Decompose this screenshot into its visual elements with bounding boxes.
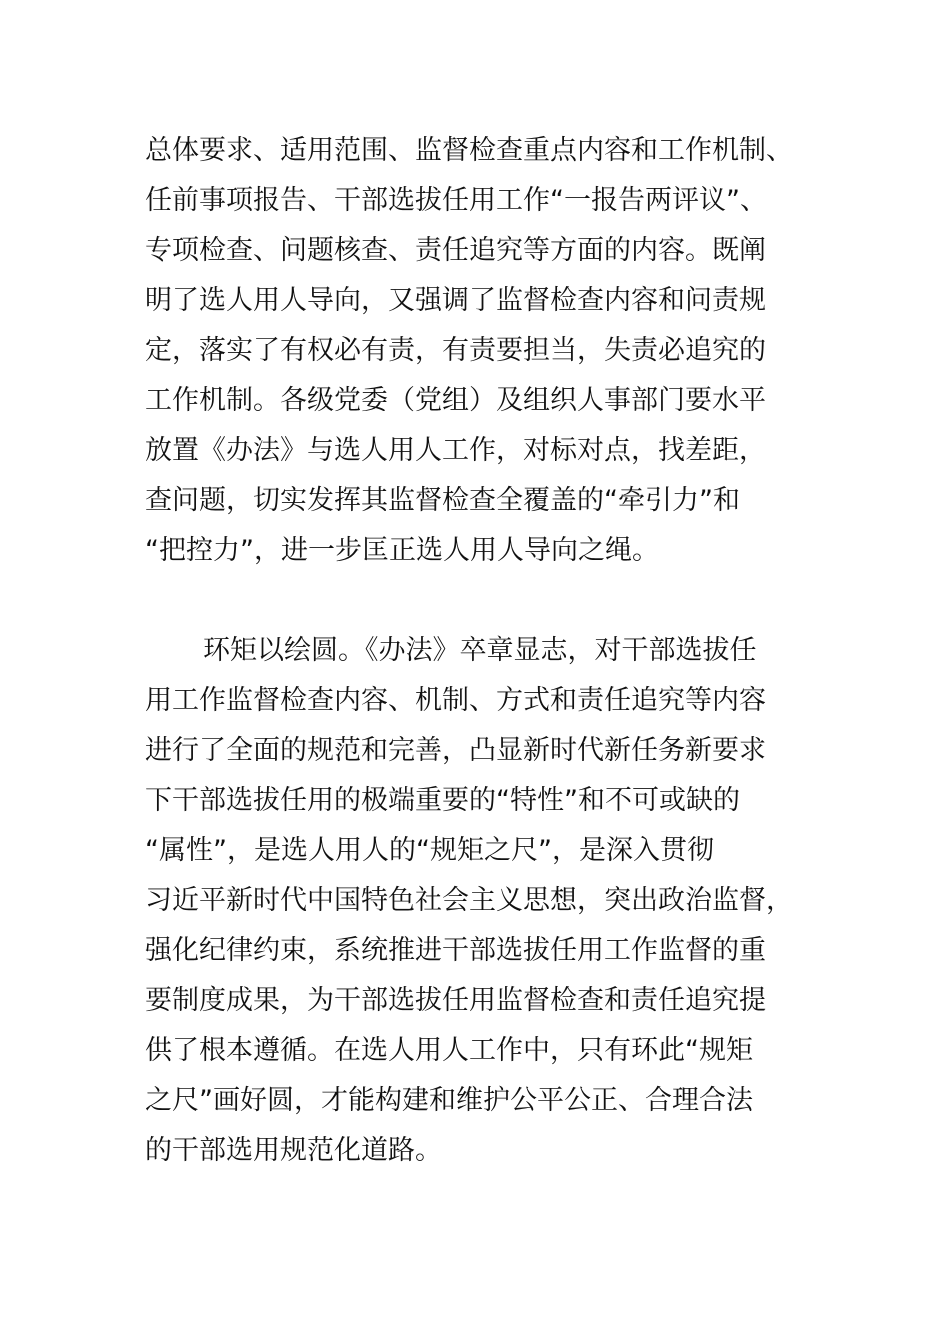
paragraph-2 xyxy=(145,626,835,1176)
text-line: 放置《办法》与选人用人工作，对标对点，找差距， xyxy=(145,435,766,466)
text-line: 任前事项报告、干部选拔任用工作“一报告两评议”、 xyxy=(145,185,767,216)
paragraph-1 xyxy=(145,126,835,576)
text-line: 工作机制。各级党委（党组）及组织人事部门要水平 xyxy=(145,385,766,416)
text-line: 习近平新时代中国特色社会主义思想，突出政治监督， xyxy=(145,885,793,916)
text-line: “属性”，是选人用人的“规矩之尺”，是深入贯彻 xyxy=(145,835,714,866)
text-line: 进行了全面的规范和完善，凸显新时代新任务新要求 xyxy=(145,735,766,766)
text-line: 明了选人用人导向，又强调了监督检查内容和问责规 xyxy=(145,285,766,316)
text-line: 总体要求、适用范围、监督检查重点内容和工作机制、 xyxy=(145,135,793,166)
text-line: “把控力”，进一步匡正选人用人导向之绳。 xyxy=(145,535,659,566)
text-line: 用工作监督检查内容、机制、方式和责任追究等内容 xyxy=(145,685,766,716)
text-line: 的干部选用规范化道路。 xyxy=(145,1135,442,1166)
text-line: 之尺”画好圆，才能构建和维护公平公正、合理合法 xyxy=(145,1085,753,1116)
text-line-first-indented: 环矩以绘圆。《办法》卒章显志，对干部选拔任 xyxy=(203,635,757,666)
text-line: 定，落实了有权必有责，有责要担当，失责必追究的 xyxy=(145,335,766,366)
text-line: 强化纪律约束，系统推进干部选拔任用工作监督的重 xyxy=(145,935,766,966)
text-line: 查问题，切实发挥其监督检查全覆盖的“牵引力”和 xyxy=(145,485,740,516)
text-line: 下干部选拔任用的极端重要的“特性”和不可或缺的 xyxy=(145,785,740,816)
text-line: 专项检查、问题核查、责任追究等方面的内容。既阐 xyxy=(145,235,766,266)
text-line: 要制度成果，为干部选拔任用监督检查和责任追究提 xyxy=(145,985,766,1016)
text-line: 供了根本遵循。在选人用人工作中，只有环此“规矩 xyxy=(145,1035,753,1066)
